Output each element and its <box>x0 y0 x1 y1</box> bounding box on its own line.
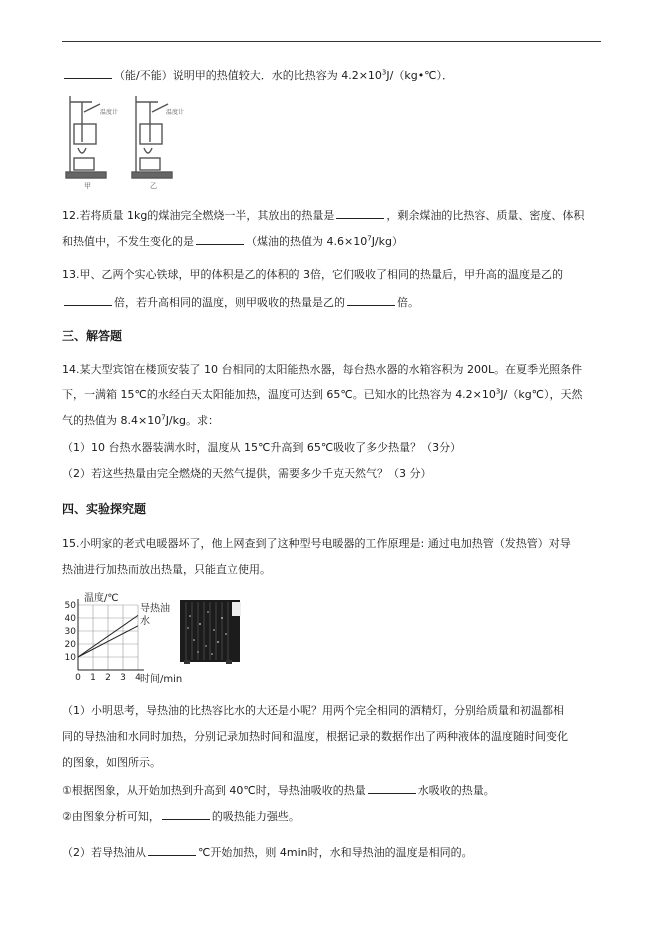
q11-text-end: J/（kg•℃）． <box>386 69 454 82</box>
y-tick-label: 20 <box>64 640 76 650</box>
blank[interactable] <box>347 293 395 306</box>
q13-line2 <box>62 293 419 311</box>
q14-text: J/（kg℃），天然 <box>500 388 583 401</box>
q12-sup: 7 <box>367 234 372 243</box>
q11-text: （能/不能）说明甲的热值较大．水的比热容为 4.2×10 <box>114 69 382 82</box>
q15-p2 <box>62 843 473 861</box>
q14-line3 <box>62 413 219 429</box>
header-rule <box>62 41 601 42</box>
x-tick-label: 3 <box>120 673 126 683</box>
q14-line2 <box>62 387 583 403</box>
chart-grid <box>78 605 138 670</box>
y-tick-label: 40 <box>64 614 76 624</box>
chart-x-label: 时间/min <box>140 674 182 684</box>
blank[interactable] <box>162 807 210 820</box>
apparatus-label-left: 甲 <box>84 182 91 190</box>
blank[interactable] <box>64 293 112 306</box>
y-tick-label: 10 <box>64 653 76 663</box>
section-four-heading: 四、实验探究题 <box>62 502 147 516</box>
apparatus-label-right: 乙 <box>150 182 157 190</box>
q12-text: ，剩余煤油的比热容、质量、密度、体积 <box>386 209 585 222</box>
y-tick-label: 30 <box>64 627 76 637</box>
q14-text: 气的热值为 8.4×10 <box>62 414 162 427</box>
section-three-heading: 三、解答题 <box>62 329 123 343</box>
q12-text: 和热值中，不发生变化的是 <box>62 235 194 248</box>
x-tick-label: 4 <box>135 673 141 683</box>
blank[interactable] <box>64 66 112 79</box>
q12-text: J/kg） <box>371 235 403 248</box>
q14-text: J/kg。求： <box>165 414 219 427</box>
chart-y-label: 温度/℃ <box>84 593 119 604</box>
chart-series <box>78 601 170 657</box>
q12-line2 <box>62 232 403 250</box>
blank[interactable] <box>148 843 196 856</box>
q14-sub1: （1）10 台热水器装满水时，温度从 15℃升高到 65℃吸收了多少热量？（3分） <box>62 441 462 454</box>
chart-ticks <box>65 601 142 683</box>
q15-text: 的吸热能力强些。 <box>211 810 300 823</box>
q13-text: 倍，若升高相同的温度，则甲吸收的热量是乙的 <box>114 296 345 309</box>
q14-line1: 14.某大型宾馆在楼顶安装了 10 台相同的太阳能热水器，每台热水器的水箱容积为 200L。在夏季光照条件 <box>62 363 583 376</box>
q15-text: （2）若导热油从 <box>62 846 146 859</box>
blank[interactable] <box>196 232 244 245</box>
x-tick-label: 0 <box>75 673 81 683</box>
q12-text: 12.若将质量 1kg的煤油完全燃烧一半，其放出的热量是 <box>62 209 335 222</box>
q15-text: 水吸收的热量。 <box>417 784 495 797</box>
blank[interactable] <box>336 206 384 219</box>
q15-text: ①根据图象，从开始加热到升高到 40℃时，导热油吸收的热量 <box>62 784 366 797</box>
apparatus-figure <box>62 92 190 190</box>
q12-text: （煤油的热值为 4.6×10 <box>246 235 368 248</box>
thermometer-label-right: 温度计 <box>166 109 185 116</box>
q14-text: 下，一满箱 15℃的水经白天太阳能加热，温度可达到 65℃。已知水的比热容为 4.2×10 <box>62 388 496 401</box>
y-tick-label: 50 <box>64 601 76 611</box>
q14-sup: 3 <box>495 387 501 396</box>
x-tick-label: 2 <box>105 673 111 683</box>
q14-sup: 7 <box>161 413 166 422</box>
q15-p1-line1: （1）小明思考，导热油的比热容比水的大还是小呢？用两个完全相同的酒精灯，分别给质量和初温都相 <box>62 704 564 717</box>
q15-p1-line3: 的图象，如图所示。 <box>62 756 161 769</box>
q14-sub2: （2）若这些热量由完全燃烧的天然气提供，需要多少千克天然气？（3 分） <box>62 467 432 480</box>
q15-line1: 15.小明家的老式电暖器坏了，他上网查到了这种型号电暖器的工作原理是: 通过电加热管（发热管）对导 <box>62 537 571 550</box>
q15-p1-a <box>62 781 495 799</box>
q11-sup: 3 <box>381 68 387 77</box>
x-tick-label: 1 <box>90 673 96 683</box>
series-label: 导热油 <box>140 603 170 615</box>
q12-line1 <box>62 206 584 224</box>
blank[interactable] <box>368 781 416 794</box>
q15-line2: 热油进行加热而放出热量，只能直立使用。 <box>62 563 271 576</box>
q15-p1-line2: 同的导热油和水同时加热，分别记录加热时间和温度，根据记录的数据作出了两种液体的温度随时间变化 <box>62 730 568 743</box>
series-label: 水 <box>140 615 150 627</box>
thermometer-label-left: 温度计 <box>100 109 119 116</box>
q13-line1: 13.甲、乙两个实心铁球，甲的体积是乙的体积的 3倍，它们吸收了相同的热量后，甲升高的温度是乙的 <box>62 268 563 281</box>
q11-tail <box>62 66 453 84</box>
q15-text: ℃开始加热，则 4min时，水和导热油的温度是相同的。 <box>198 846 473 859</box>
q15-text: ②由图象分析可知， <box>62 810 160 823</box>
q15-p1-b <box>62 807 300 825</box>
temperature-time-chart <box>62 592 182 684</box>
q13-text: 倍。 <box>397 296 419 309</box>
radiator-photo <box>178 596 244 668</box>
